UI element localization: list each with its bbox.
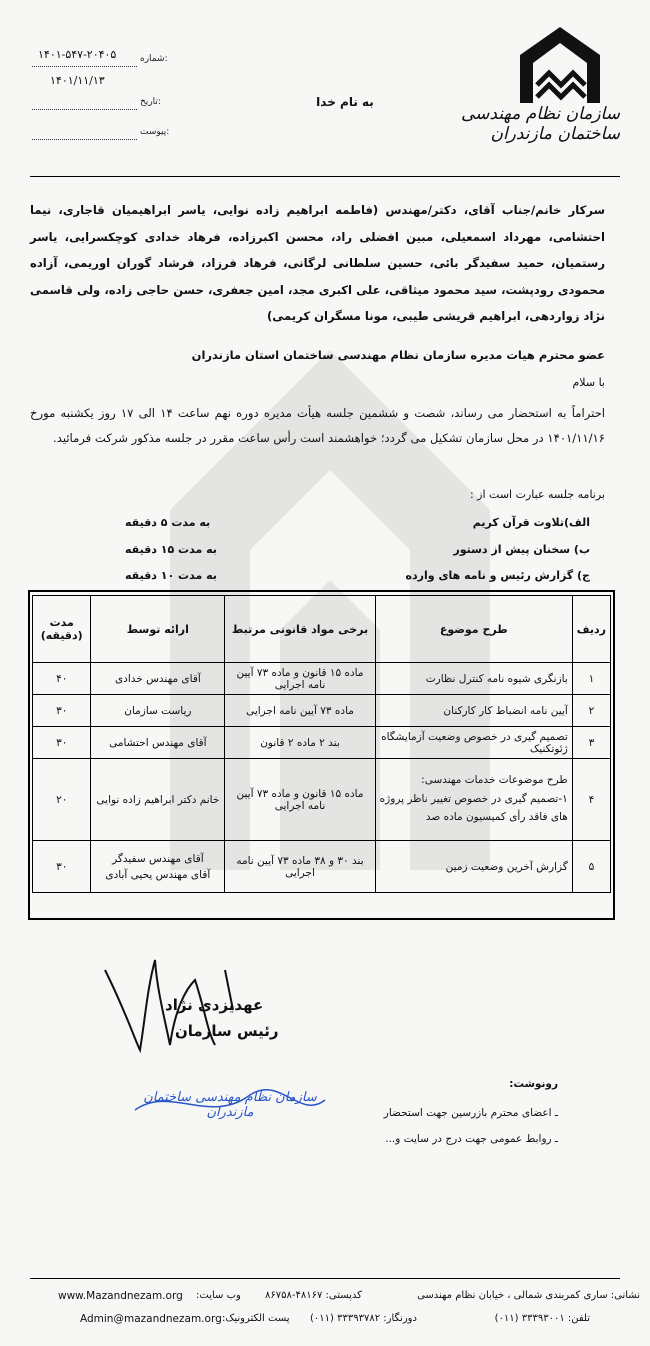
row-idx: ۴ bbox=[572, 759, 610, 841]
row-subject-detail: ۱-تصمیم گیری در خصوص تغییر ناظر پروژه های فاقد رأی کمیسیون ماده صد bbox=[379, 792, 568, 823]
row-subject: طرح موضوعات خدمات مهندسی: bbox=[421, 773, 568, 786]
header-presenter: ارائه توسط bbox=[91, 596, 225, 663]
row-duration: ۳۰ bbox=[33, 727, 91, 759]
agenda-item-c-duration: به مدت ۱۰ دقیقه bbox=[125, 569, 217, 582]
header-laws: برخی مواد قانونی مرتبط bbox=[225, 596, 375, 663]
date-value: ۱۴۰۱/۱۱/۱۳ bbox=[50, 74, 105, 87]
table-row bbox=[33, 727, 611, 759]
org-stamp-text: سازمان نظام مهندسی ساختمان مازندران bbox=[143, 1090, 317, 1120]
addressee: عضو محترم هیات مدیره سازمان نظام مهندسی ساختمان استان مازندران bbox=[191, 348, 605, 362]
header-subject: طرح موضوع bbox=[375, 596, 572, 663]
org-logo-icon bbox=[515, 25, 605, 105]
row-duration: ۲۰ bbox=[33, 759, 91, 841]
cc-label: رونوشت: bbox=[509, 1078, 558, 1090]
agenda-table bbox=[32, 595, 611, 893]
row-subject: بازنگری شیوه نامه کنترل نظارت bbox=[375, 663, 572, 695]
cc-line-2: ـ روابط عمومی جهت درج در سایت و... bbox=[385, 1133, 558, 1145]
cc-line-1: ـ اعضای محترم بازرسین جهت استحضار bbox=[383, 1107, 558, 1119]
row-presenter-cell bbox=[91, 841, 225, 893]
attachment-label: پیوست: bbox=[140, 127, 170, 137]
table-row bbox=[33, 841, 611, 893]
agenda-item-b: ب) سخنان پیش از دستور bbox=[453, 543, 590, 556]
row-laws: بند ۲ ماده ۲ قانون bbox=[225, 727, 375, 759]
row-presenter: آقای مهندس خدادی bbox=[91, 663, 225, 695]
signatory-name: عهدیزدی نژاد bbox=[165, 996, 264, 1014]
row-idx: ۳ bbox=[572, 727, 610, 759]
row-laws: ماده ۷۳ آیین نامه اجرایی bbox=[225, 695, 375, 727]
footer-email-label: پست الکترونیک: bbox=[222, 1313, 290, 1324]
footer-website-label: وب سایت: bbox=[196, 1290, 241, 1301]
row-presenter-2: آقای مهندس یحیی آبادی bbox=[105, 868, 211, 881]
row-presenter: آقای مهندس سفیدگر bbox=[112, 852, 204, 865]
invitation-paragraph: احتراماً به استحضار می رساند، شصت و ششمین جلسه هیأت مدیره دوره نهم ساعت ۱۴ الی ۱۷ روز یکشنبه مورخ ۱۴۰۱/۱۱/۱۶ در محل سازمان تشکیل می گردد؛ خواهشمند است رأس ساعت مقرر در جلسه مذکور شرکت فرمائید. bbox=[30, 406, 605, 445]
signatory-title: رئیس سازمان bbox=[175, 1022, 279, 1040]
date-label: تاریخ: bbox=[140, 97, 161, 107]
row-subject: آیین نامه انضباط کار کارکنان bbox=[375, 695, 572, 727]
table-row bbox=[33, 663, 611, 695]
row-idx: ۲ bbox=[572, 695, 610, 727]
number-label: شماره: bbox=[140, 54, 168, 64]
recipients: سرکار خانم/جناب آقای، دکتر/مهندس (فاطمه ابراهیم زاده نوایی، یاسر ابراهیمیان قاجاری، نیما احتشامی، مهرداد اسمعیلی، مبین افضلی راد، محسن اکبرزاده، فرهاد خدادی کوچکسرایی، یاسر رستمیان، حمید سفیدگر بائی، حسین سلطانی لرگانی، فرهاد فرزاد، فرشاد گوران اوریمی، آزاده محمودی رودپشت، سید محمود میثاقی، علی اکبری مجد، امین جعفری، حسن حاجی زاده، ولی قاسمی نژاد زواردهی، ابراهیم قریشی طیبی، مونا مسگران کریمی) bbox=[30, 203, 605, 323]
row-subject-cell bbox=[375, 759, 572, 841]
footer-phone: تلفن: ۳۳۳۹۳۰۰۱ (۰۱۱) bbox=[494, 1313, 590, 1324]
row-subject: تصمیم گیری در خصوص وضعیت آزمایشگاه ژئوتکنیک bbox=[375, 727, 572, 759]
agenda-item-b-duration: به مدت ۱۵ دقیقه bbox=[125, 543, 217, 556]
header-idx: ردیف bbox=[572, 596, 610, 663]
table-header-row bbox=[33, 596, 611, 663]
row-laws: ماده ۱۵ قانون و ماده ۷۳ آیین نامه اجرایی bbox=[225, 663, 375, 695]
greeting: با سلام bbox=[572, 376, 605, 389]
table-row bbox=[33, 695, 611, 727]
number-line bbox=[32, 66, 137, 67]
footer-fax: دورنگار: ۳۳۳۹۳۷۸۲ (۰۱۱) bbox=[310, 1313, 417, 1324]
header-duration: مدت (دقیقه) bbox=[33, 596, 91, 663]
date-line bbox=[32, 109, 137, 110]
row-presenter: ریاست سازمان bbox=[91, 695, 225, 727]
row-duration: ۳۰ bbox=[33, 695, 91, 727]
attachment-line bbox=[32, 139, 137, 140]
agenda-item-a: الف)تلاوت قرآن کریم bbox=[472, 516, 590, 529]
footer-website[interactable]: www.Mazandnezam.org bbox=[58, 1290, 183, 1302]
header-rule bbox=[30, 176, 620, 177]
row-idx: ۱ bbox=[572, 663, 610, 695]
footer-postal: کدپستی: ۴۸۱۶۷-۸۶۷۵۸ bbox=[265, 1290, 362, 1301]
row-idx: ۵ bbox=[572, 841, 610, 893]
row-laws: ماده ۱۵ قانون و ماده ۷۳ آیین نامه اجرایی bbox=[225, 759, 375, 841]
table-row bbox=[33, 759, 611, 841]
row-duration: ۳۰ bbox=[33, 841, 91, 893]
number-value: ۱۴۰۱-۵۴۷-۲۰۴۰۵ bbox=[38, 48, 117, 61]
footer-address: نشانی: ساری کمربندی شمالی ، خیابان نظام مهندسی bbox=[417, 1290, 640, 1301]
org-name: سازمان نظام مهندسی ساختمان مازندران bbox=[460, 104, 620, 144]
row-subject: گزارش آخرین وضعیت زمین bbox=[375, 841, 572, 893]
agenda-intro: برنامه جلسه عبارت است از : bbox=[469, 488, 605, 501]
row-presenter: خانم دکتر ابراهیم زاده نوایی bbox=[91, 759, 225, 841]
agenda-item-c: ج) گزارش رئیس و نامه های وارده bbox=[405, 569, 590, 582]
agenda-item-a-duration: به مدت ۵ دقیقه bbox=[125, 516, 211, 529]
row-duration: ۴۰ bbox=[33, 663, 91, 695]
basmala: به نام خدا bbox=[316, 95, 374, 109]
row-presenter: آقای مهندس احتشامی bbox=[91, 727, 225, 759]
footer-email[interactable]: Admin@mazandnezam.org bbox=[80, 1313, 222, 1325]
row-laws: بند ۳۰ و ۳۸ ماده ۷۳ آیین نامه اجرایی bbox=[225, 841, 375, 893]
footer-rule bbox=[30, 1278, 620, 1279]
